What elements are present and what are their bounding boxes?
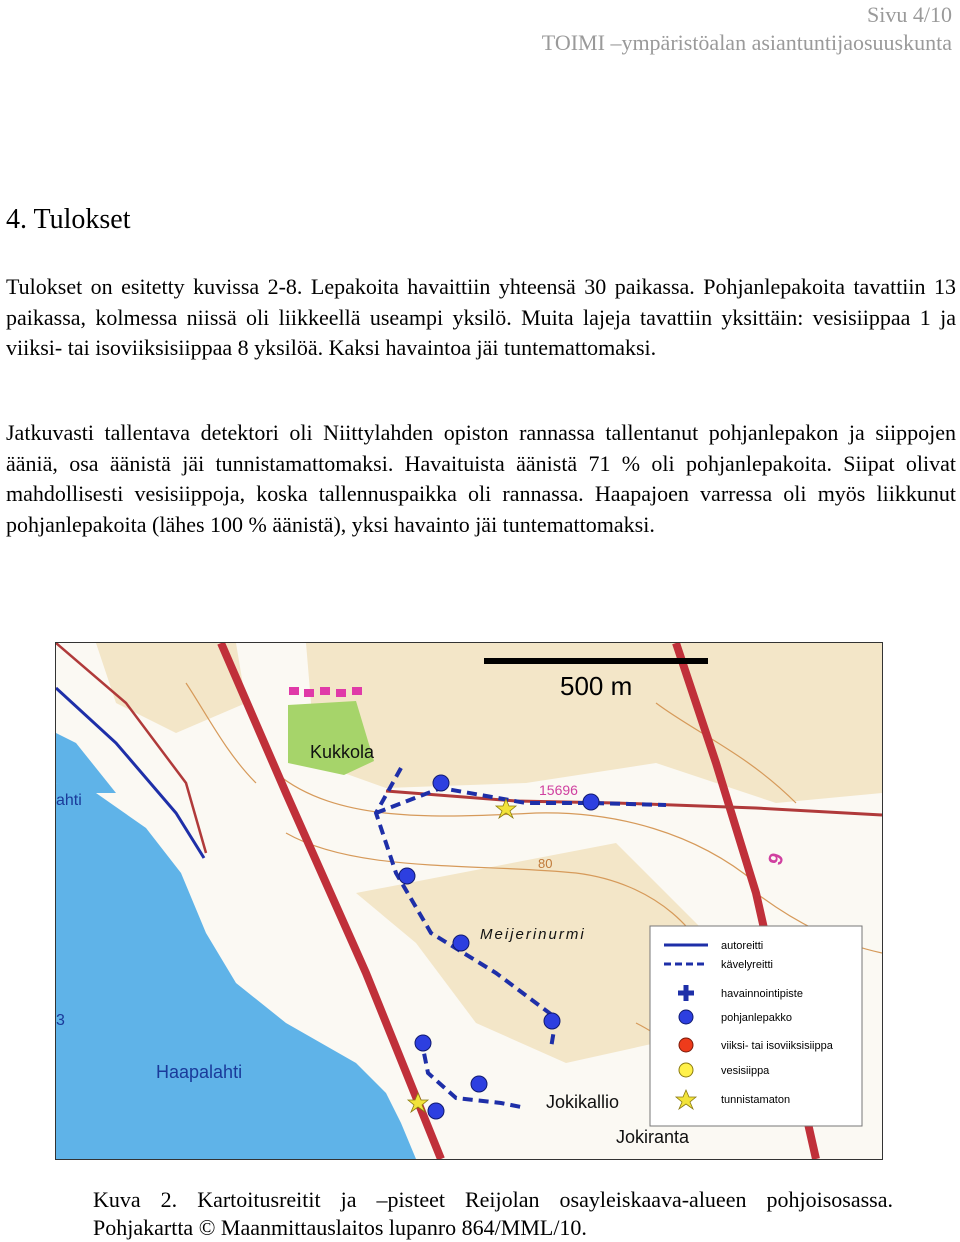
label-edge-3: 3 (56, 1012, 65, 1029)
legend-dot-icon (679, 1038, 693, 1052)
label-jokiranta: Jokiranta (616, 1127, 690, 1147)
observation-point-pohjanlepakko (415, 1035, 431, 1051)
legend-label: kävelyreitti (721, 959, 773, 971)
observation-point-pohjanlepakko (583, 794, 599, 810)
legend-label: pohjanlepakko (721, 1012, 792, 1024)
label-haapalahti: Haapalahti (156, 1062, 243, 1082)
legend-label: autoreitti (721, 940, 764, 952)
organization-name: TOIMI –ympäristöalan asiantuntijaosuuskunta (541, 30, 952, 55)
observation-point-pohjanlepakko (544, 1013, 560, 1029)
label-lahti-fragment: ahti (56, 792, 82, 809)
legend-dot-icon (679, 1063, 693, 1077)
legend-label: vesisiippa (721, 1065, 770, 1077)
label-kukkola: Kukkola (310, 742, 375, 762)
label-meijerinurmi: Meijerinurmi (480, 926, 586, 943)
caption-line-1: Kuva 2. Kartoitusreitit ja –pisteet Reijolan osayleiskaava-alueen pohjoisosassa. (93, 1187, 893, 1212)
caption-line-2: Pohjakartta © Maanmittauslaitos lupanro 864/MML/10. (93, 1215, 587, 1240)
map-legend (650, 926, 862, 1126)
legend-dot-icon (679, 1010, 693, 1024)
scale-label: 500 m (560, 671, 633, 701)
legend-label: viiksi- tai isoviiksisiippa (721, 1040, 833, 1052)
results-paragraph-1: Tulokset on esitetty kuvissa 2-8. Lepakoita havaittiin yhteensä 30 paikassa. Pohjanlepakoita tavattiin 13 paikassa, kolmessa niissä oli liikkeellä useampi yksilö. Muita lajeja tavattiin yksittäin: vesisiippaa 1 ja viiksi- tai isoviiksisiippaa 8 yksilöä. Kaksi havaintoa jäi tuntemattomaksi. (6, 274, 956, 360)
label-contour-80: 80 (538, 856, 553, 871)
label-road-number: 15696 (539, 782, 578, 798)
observation-point-pohjanlepakko (453, 935, 469, 951)
legend-label: tunnistamaton (721, 1094, 791, 1106)
observation-point-pohjanlepakko (428, 1103, 444, 1119)
legend-label: havainnointipiste (721, 988, 803, 1000)
figure-caption (93, 1186, 893, 1242)
label-road-9: 9 (764, 850, 789, 869)
page-number: Sivu 4/10 (867, 2, 952, 27)
observation-point-pohjanlepakko (399, 868, 415, 884)
section-heading: 4. Tulokset (6, 204, 131, 235)
results-paragraph-2: Jatkuvasti tallentava detektori oli Niittylahden opiston rannassa tallentanut pohjanlepakon ja siippojen ääniä, osa äänistä jäi tunnistamattomaksi. Havaituista äänistä 71 % oli pohjanlepakoita. Siipat olivat mahdollisesti vesisiippoja, koska tallennuspaikka oli rannassa. Haapajoen varressa oli myös liikkunut pohjanlepakoita (lähes 100 % äänistä), yksi havainto jäi tuntemattomaksi. (6, 420, 956, 537)
observation-point-pohjanlepakko (471, 1076, 487, 1092)
label-jokikallio: Jokikallio (546, 1092, 620, 1112)
survey-map (55, 642, 883, 1160)
observation-point-pohjanlepakko (433, 775, 449, 791)
